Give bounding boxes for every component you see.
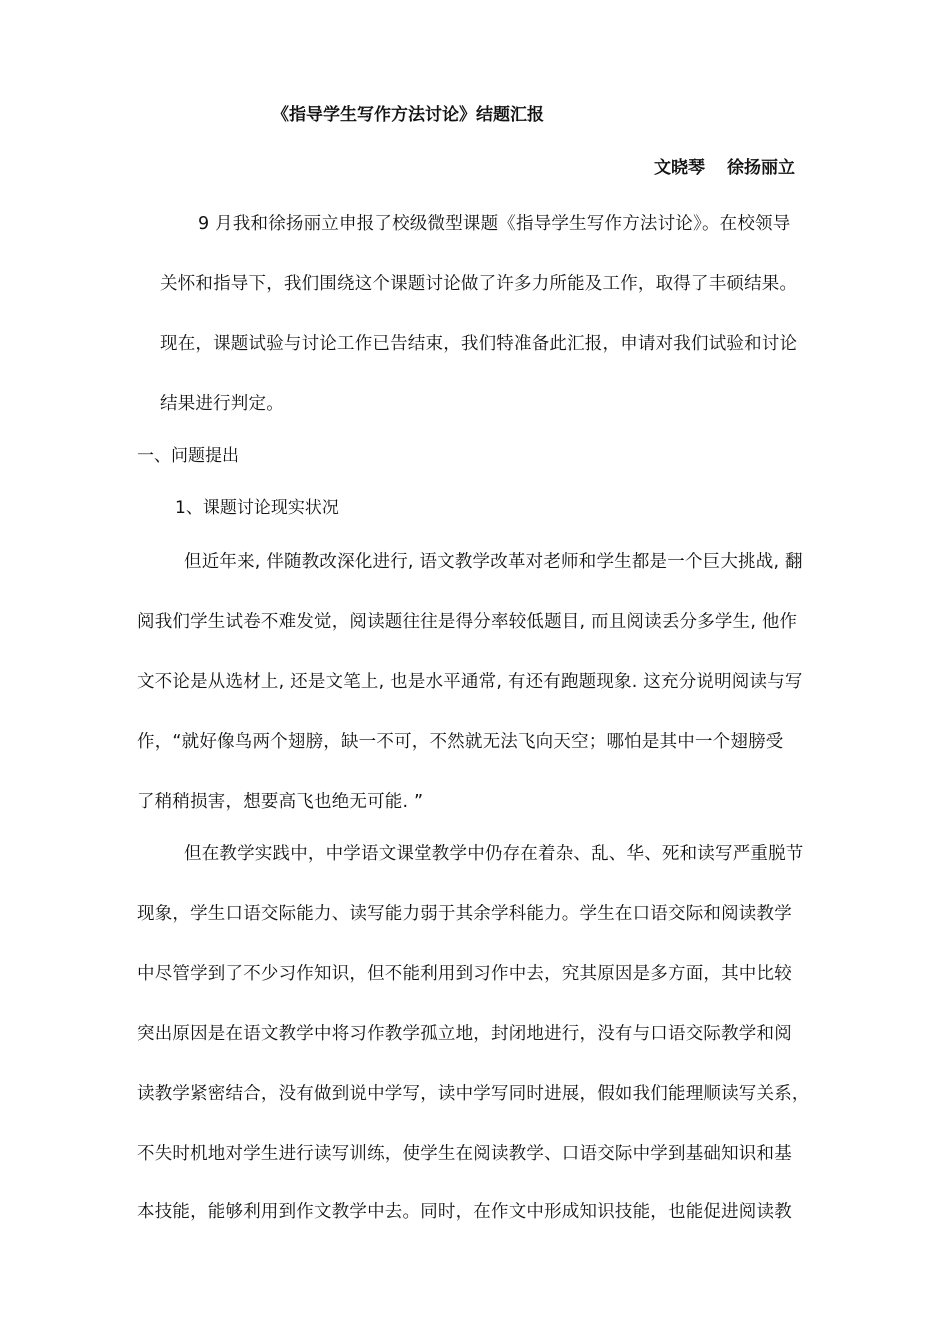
para2-line-3: 中尽管学到了不少习作知识，但不能利用到习作中去，究其原因是多方面，其中比较: [137, 964, 792, 984]
para2-line-2: 现象，学生口语交际能力、读写能力弱于其余学科能力。学生在口语交际和阅读教学: [137, 904, 792, 924]
para2-line-7: 本技能，能够利用到作文教学中去。同时，在作文中形成知识技能，也能促进阅读教: [137, 1202, 792, 1222]
intro-line-2: 关怀和指导下，我们围绕这个课题讨论做了许多力所能及工作，取得了丰硕结果。: [160, 274, 798, 294]
para2-line-5: 读教学紧密结合，没有做到说中学写，读中学写同时进展，假如我们能理顺读写关系，: [137, 1084, 810, 1104]
para1-line-5: 了稍稍损害，想要高飞也绝无可能. ”: [137, 792, 424, 812]
intro-line-4: 结果进行判定。: [160, 394, 284, 414]
intro-line-1: 9 月我和徐扬丽立申报了校级微型课题《指导学生写作方法讨论》。在校领导: [198, 214, 791, 234]
authors-line: [654, 153, 795, 178]
author-1: 文晓琴: [654, 158, 705, 178]
para1-line-3: 文不论是从选材上, 还是文笔上, 也是水平通常, 有还有跑题现象. 这充分说明阅读与写: [137, 672, 803, 692]
section-heading: 一、问题提出: [137, 446, 239, 466]
para2-line-4: 突出原因是在语文教学中将习作教学孤立地，封闭地进行，没有与口语交际教学和阅: [137, 1024, 792, 1044]
author-2: 徐扬丽立: [727, 158, 795, 178]
para2-line-1: 但在教学实践中，中学语文课堂教学中仍存在着杂、乱、华、死和读写严重脱节: [184, 844, 804, 864]
para1-line-1: 但近年来, 伴随教改深化进行, 语文教学改革对老师和学生都是一个巨大挑战, 翻: [184, 552, 803, 572]
para1-line-4: 作，“就好像鸟两个翅膀，缺一不可，不然就无法飞向天空；哪怕是其中一个翅膀受: [137, 732, 784, 752]
subsection-heading: 1、课题讨论现实状况: [175, 498, 339, 518]
para2-line-6: 不失时机地对学生进行读写训练，使学生在阅读教学、口语交际中学到基础知识和基: [137, 1144, 792, 1164]
document-title: 《指导学生写作方法讨论》结题汇报: [272, 105, 544, 125]
intro-line-3: 现在，课题试验与讨论工作已告结束，我们特准备此汇报，申请对我们试验和讨论: [160, 334, 798, 354]
para1-line-2: 阅我们学生试卷不难发觉，阅读题往往是得分率较低题目, 而且阅读丢分多学生, 他作: [137, 612, 798, 632]
